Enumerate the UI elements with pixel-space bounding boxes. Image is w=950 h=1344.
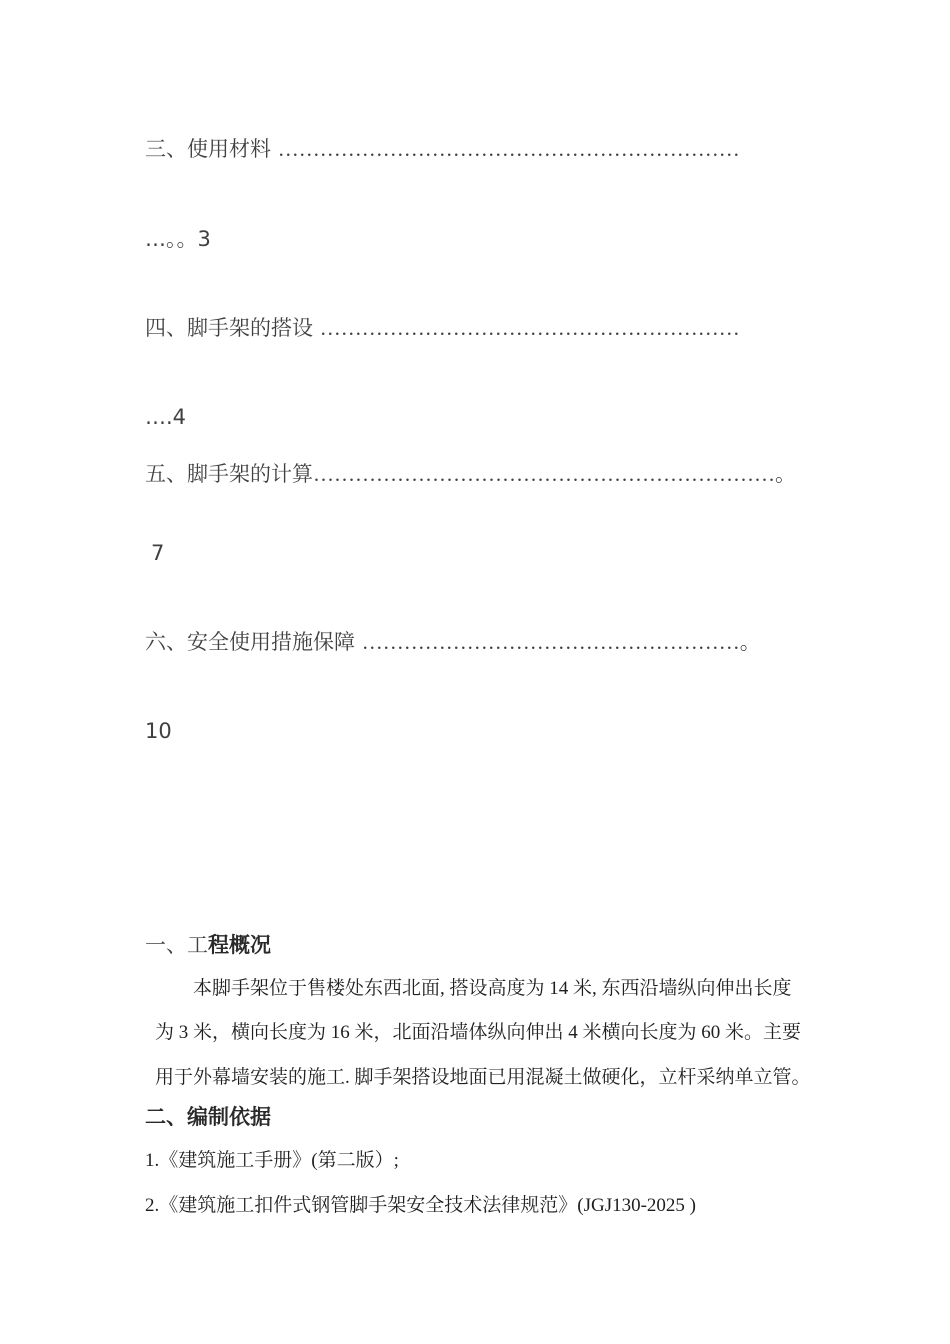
- toc-item-title: 五、脚手架的计算: [145, 462, 313, 486]
- section-heading-compilation-basis: 二、编制依据: [145, 1105, 271, 1129]
- toc-leader-dots: …………………………………………………………。: [313, 462, 796, 486]
- toc-item-safety-measures[interactable]: [145, 632, 761, 653]
- toc-leader-dots: ……………………………………………………: [319, 316, 740, 340]
- toc-page-number: ….4: [145, 405, 187, 429]
- reference-item: 1.《建筑施工手册》(第二版）;: [145, 1150, 399, 1171]
- toc-item-title: 三、使用材料: [145, 137, 278, 161]
- section-heading-prefix: 一、工: [145, 933, 208, 957]
- toc-page-number: 7: [151, 541, 165, 565]
- toc-item-materials[interactable]: [145, 139, 740, 160]
- toc-leader-dots: ………………………………………………。: [361, 630, 761, 654]
- section-heading-project-overview: [145, 935, 271, 956]
- section-heading-text: 程概况: [208, 933, 271, 957]
- paragraph-line: 用于外幕墙安装的施工. 脚手架搭设地面已用混凝土做硬化，立杆采纳单立管。: [155, 1067, 811, 1088]
- paragraph-line: 为 3 米，横向长度为 16 米，北面沿墙体纵向伸出 4 米横向长度为 60 米。主要: [155, 1022, 802, 1043]
- paragraph-line: 本脚手架位于售楼处东西北面, 搭设高度为 14 米, 东西沿墙纵向伸出长度: [193, 978, 792, 999]
- toc-item-scaffold-calculation[interactable]: [145, 464, 796, 485]
- reference-item: 2.《建筑施工扣件式钢管脚手架安全技术法律规范》(JGJ130-2025 ): [145, 1195, 696, 1216]
- toc-leader-dots: …………………………………………………………: [277, 137, 740, 161]
- toc-page-number: 10: [145, 719, 172, 743]
- toc-item-title: 六、安全使用措施保障: [145, 630, 362, 654]
- toc-item-scaffold-erection[interactable]: [145, 318, 740, 339]
- toc-page-number: …。。3: [145, 227, 211, 251]
- toc-item-title: 四、脚手架的搭设: [145, 316, 320, 340]
